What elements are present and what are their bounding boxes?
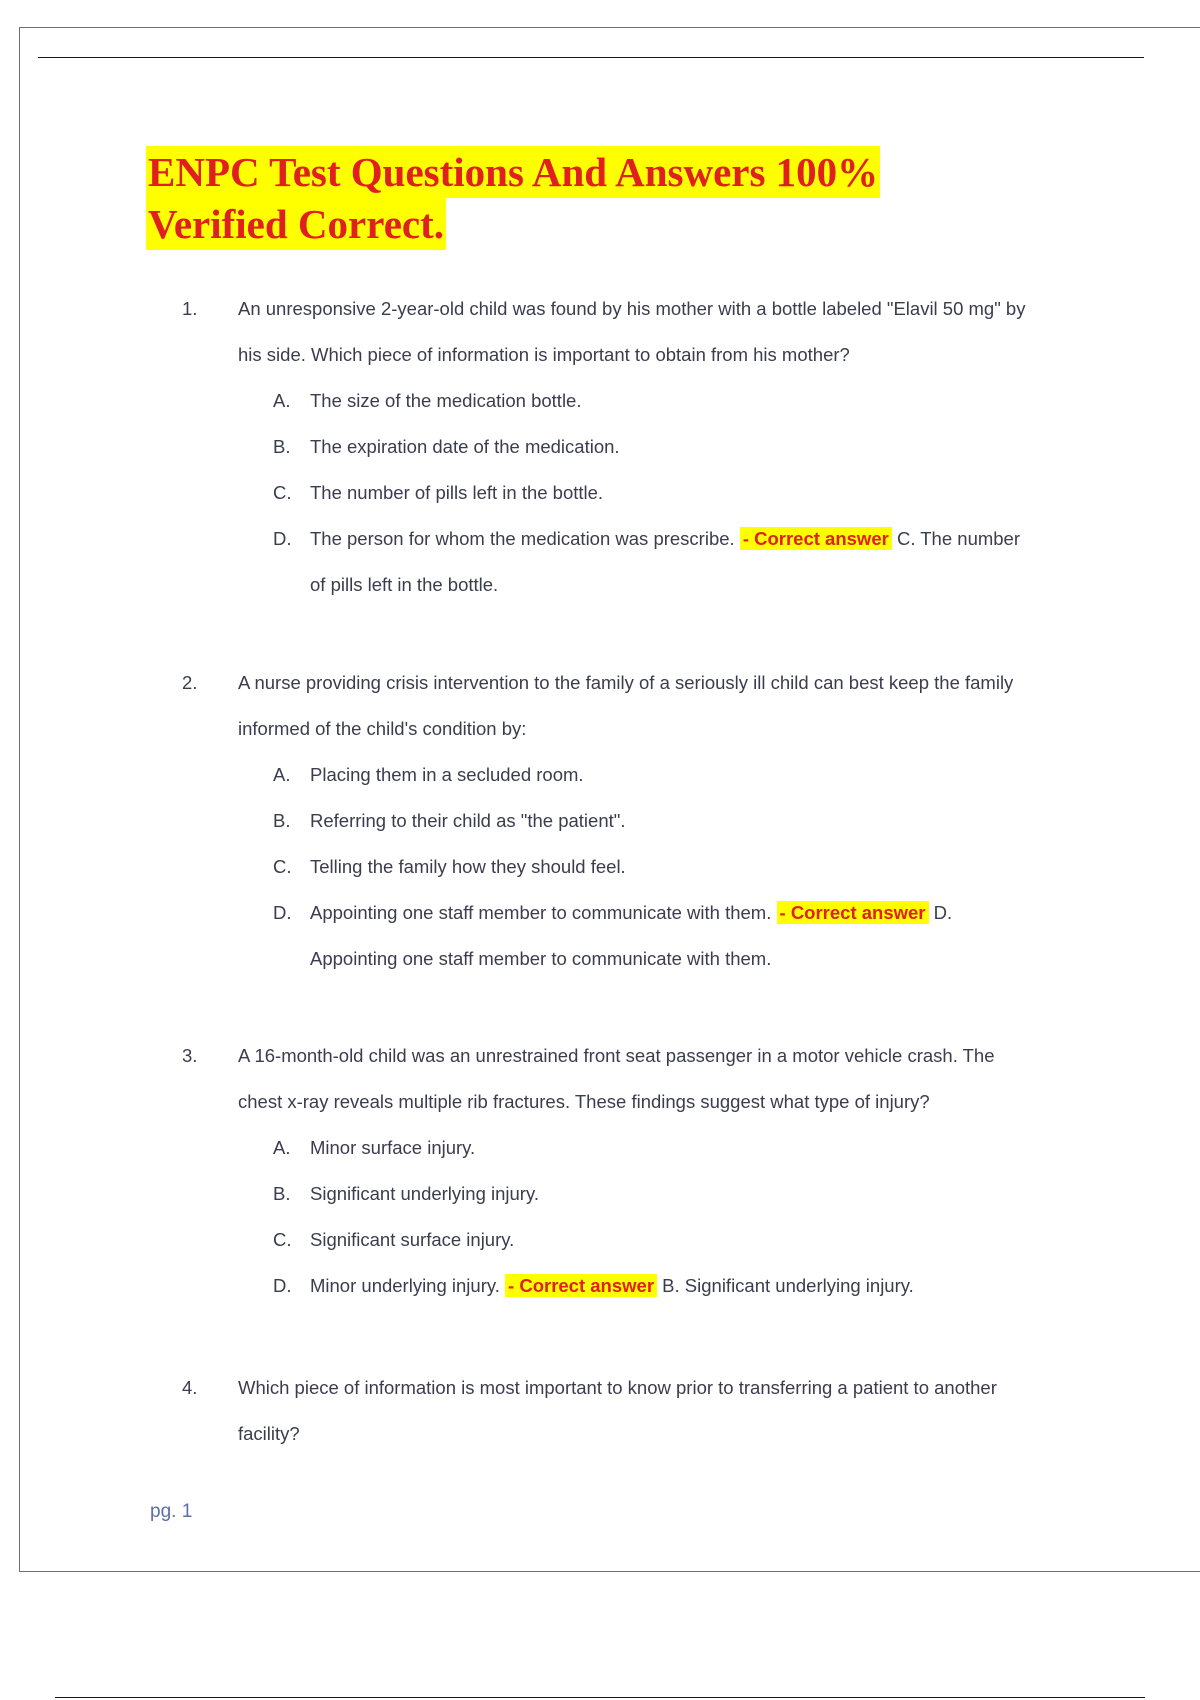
option-a [182,1133,1102,1179]
question-number: 4. [182,1377,198,1398]
option-letter: A. [273,764,291,785]
question-text: Which piece of information is most important to know prior to transferring a patient to another [238,1377,997,1398]
option-a [182,386,1102,432]
answer-text-continued: of pills left in the bottle. [310,574,499,595]
option-b [182,432,1102,478]
page-number: pg. 1 [150,1501,193,1522]
option-text: Referring to their child as "the patient". [310,810,626,831]
option-b [182,1179,1102,1225]
option-letter: B. [273,436,291,457]
option-letter: B. [273,810,291,831]
option-text: Significant underlying injury. [310,1183,539,1204]
option-c [182,852,1102,898]
option-text: Minor underlying injury. [310,1275,506,1296]
option-text: Significant surface injury. [310,1229,515,1250]
document-title [146,146,1046,250]
question-2 [182,668,1102,990]
correct-answer-label: - Correct answer [505,1274,657,1297]
option-text: The person for whom the medication was prescribe. [310,528,740,549]
option-text: The size of the medication bottle. [310,390,582,411]
question-1 [182,294,1102,616]
question-4 [182,1373,1102,1465]
question-text: An unresponsive 2-year-old child was found by his mother with a bottle labeled "Elavil 50 mg" by [238,298,1026,319]
option-text: The expiration date of the medication. [310,436,620,457]
option-d [182,524,1102,570]
option-text: Telling the family how they should feel. [310,856,626,877]
option-text: Placing them in a secluded room. [310,764,584,785]
option-letter: B. [273,1183,291,1204]
correct-answer-label: - Correct answer [740,527,892,550]
title-line-2: Verified Correct. [146,198,446,250]
question-text: A nurse providing crisis intervention to the family of a seriously ill child can best keep the family [238,672,1014,693]
option-text-with-answer [310,524,1020,554]
question-number: 1. [182,298,198,319]
question-number: 2. [182,672,198,693]
option-b [182,806,1102,852]
option-text: Appointing one staff member to communicate with them. [310,902,777,923]
option-text: The number of pills left in the bottle. [310,482,604,503]
option-letter: C. [273,856,292,877]
question-text-continued: chest x-ray reveals multiple rib fractures. These findings suggest what type of injury? [238,1091,930,1112]
answer-text: C. The number [891,528,1021,549]
question-text-continued: informed of the child's condition by: [238,718,527,739]
answer-text: D. [928,902,953,923]
option-letter: D. [273,902,292,923]
answer-text-continued: Appointing one staff member to communicate with them. [310,948,772,969]
option-letter: D. [273,528,292,549]
correct-answer-label: - Correct answer [777,901,929,924]
option-a [182,760,1102,806]
question-number: 3. [182,1045,198,1066]
option-c [182,478,1102,524]
answer-text: B. Significant underlying injury. [657,1275,914,1296]
next-page-top-rule [55,1697,1145,1698]
option-letter: C. [273,482,292,503]
option-d [182,898,1102,944]
title-line-1: ENPC Test Questions And Answers 100% [146,146,880,198]
option-c [182,1225,1102,1271]
question-3 [182,1041,1102,1317]
top-rule [38,57,1144,58]
option-d [182,1271,1102,1317]
question-text-continued: facility? [238,1423,300,1444]
option-text: Minor surface injury. [310,1137,476,1158]
option-text-with-answer [310,1271,914,1301]
option-letter: A. [273,1137,291,1158]
option-letter: C. [273,1229,292,1250]
question-text-continued: his side. Which piece of information is important to obtain from his mother? [238,344,850,365]
option-letter: D. [273,1275,292,1296]
option-text-with-answer [310,898,952,928]
question-text: A 16-month-old child was an unrestrained front seat passenger in a motor vehicle crash. The [238,1045,995,1066]
option-letter: A. [273,390,291,411]
